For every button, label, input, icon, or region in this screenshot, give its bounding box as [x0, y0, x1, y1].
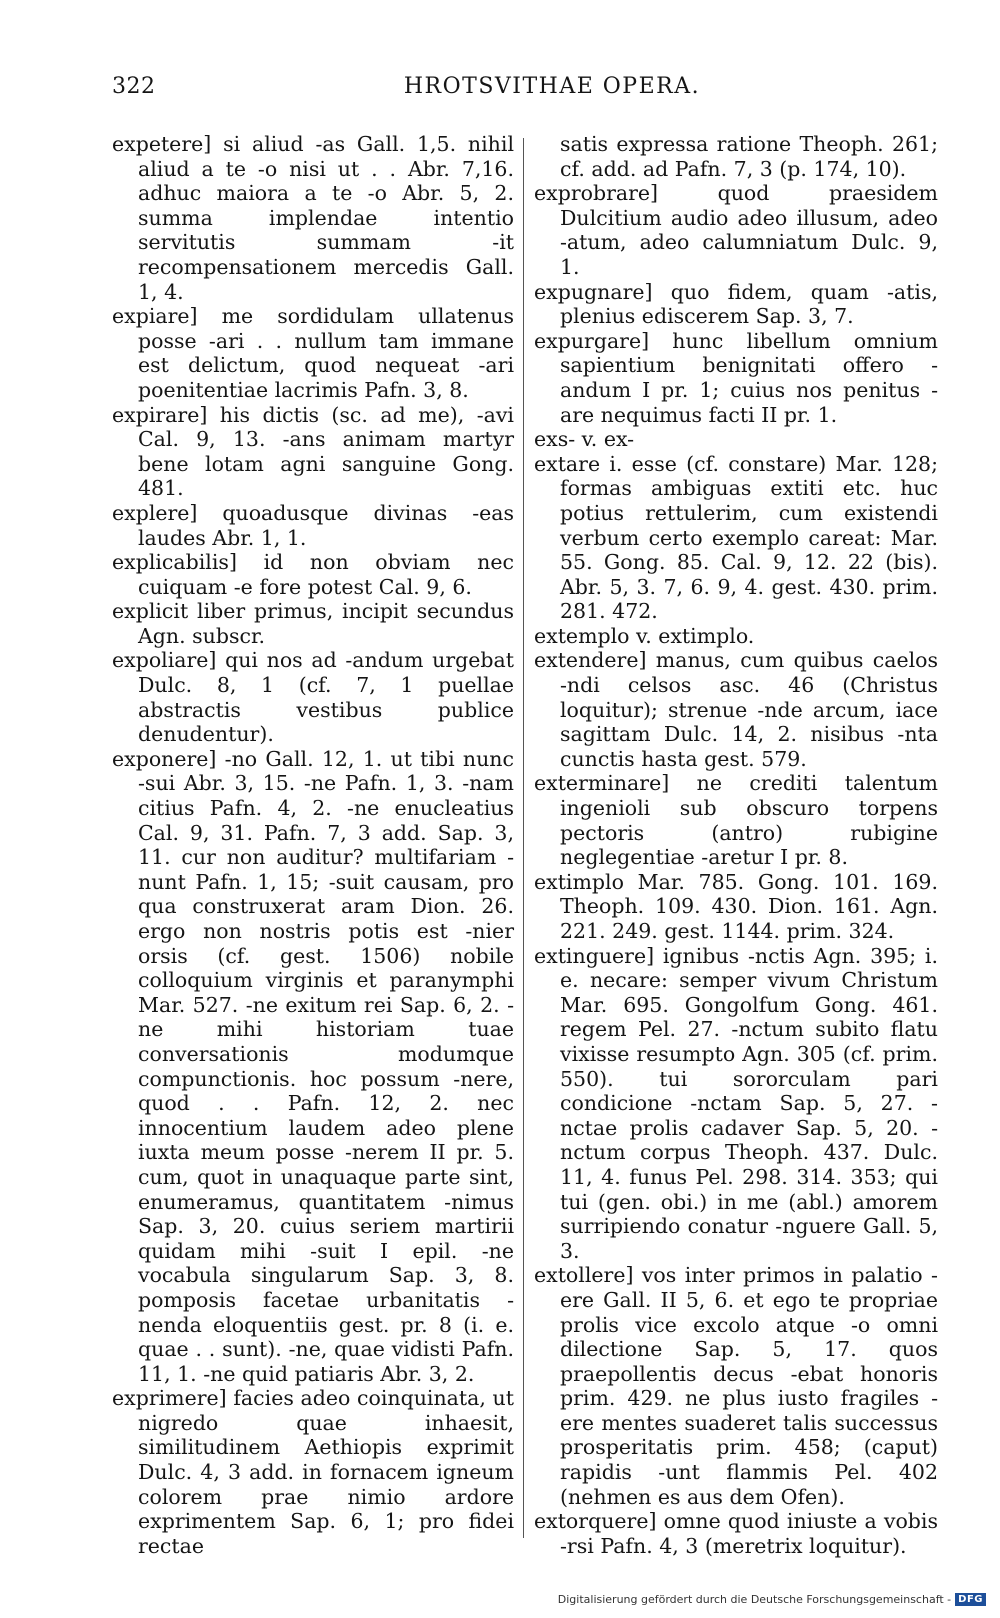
left-column — [112, 132, 514, 1558]
dictionary-entry: exs- v. ex- — [534, 427, 635, 452]
dictionary-entry-continued: satis expressa ratione Theoph. 261; cf. add. ad Pafn. 7, 3 (p. 174, 10). — [560, 132, 938, 181]
dictionary-entry: extendere] manus, cum quibus caelos -ndi celsos asc. 46 (Christus loquitur); strenue -nde arcum, iace sagittam Dulc. 14, 2. nisibus -nta cunctis hasta gest. 579. — [534, 648, 938, 771]
dictionary-entry: expiare] me sordidulam ullatenus posse -ari . . nullum tam immane est delictum, quod nequeat -ari poenitentiae lacrimis Pafn. 3, 8. — [112, 304, 514, 402]
dictionary-entry: expirare] his dictis (sc. ad me), -avi Cal. 9, 13. -ans animam martyr bene lotam agni sanguine Gong. 481. — [112, 402, 514, 501]
credit-text: Digitalisierung gefördert durch die Deutsche Forschungsgemeinschaft - — [557, 1592, 952, 1606]
dictionary-entry: extimplo Mar. 785. Gong. 101. 169. Theoph. 109. 430. Dion. 161. Agn. 221. 249. gest. 1144. prim. 324. — [534, 869, 938, 943]
digitization-credit — [558, 1590, 986, 1608]
dictionary-entry: exprimere] facies adeo coinquinata, ut nigredo quae inhaesit, similitudinem Aethiopis exprimit Dulc. 4, 3 add. in fornacem igneum colorem prae nimio ardore exprimentem Sap. 6, 1; pro fidei rectae — [112, 1386, 514, 1558]
page-number: 322 — [112, 74, 156, 99]
dictionary-entry: exponere] -no Gall. 12, 1. ut tibi nunc -sui Abr. 3, 15. -ne Pafn. 1, 3. -nam citius Pafn. 4, 2. -ne enucleatius Cal. 9, 31. Pafn. 7, 3 add. Sap. 3, 11. cur non auditur? multifariam -nunt Pafn. 1, 15; -suit causam, pro qua construxerat aram Dion. 26. ergo non nostris potis est -nier orsis (cf. gest. 1506) nobile colloquium virginis et paranymphi Mar. 527. -ne exitum rei Sap. 6, 2. -ne mihi historiam tuae conversationis modumque compunctionis. hoc possum -nere, quod . . Pafn. 12, 2. nec innocentium laudem adeo plene iuxta meum posse -nerem II pr. 5. cum, quot in unaquaque parte sint, enumeramus, quantitatem -nimus Sap. 3, 20. cuius seriem martirii quidam mihi -suit I epil. -ne vocabula singularum Sap. 3, 8. pomposis facetae urbanitatis -nenda eloquentiis gest. pr. 8 (i. e. quae . . sunt). -ne, quae vidisti Pafn. 11, 1. -ne quid patiaris Abr. 3, 2. — [112, 746, 514, 1386]
page-header — [112, 74, 942, 110]
dictionary-entry: extollere] vos inter primos in palatio -ere Gall. II 5, 6. et ego te propriae prolis vice excolo atque -o omni dilectione Sap. 5, 17. quos praepollentis decus -ebat honoris prim. 429. ne plus iusto fragiles -ere mentes suaderet talis successus prosperitatis prim. 458; (caput) rapidis -unt flammis Pel. 402 (nehmen es aus dem Ofen). — [534, 1263, 938, 1509]
dictionary-entry: expurgare] hunc libellum omnium sapientium benignitati offero -andum I pr. 1; cuius nos penitus -are nequimus facti II pr. 1. — [534, 328, 938, 427]
dictionary-entry: extinguere] ignibus -nctis Agn. 395; i. e. necare: semper vivum Christum Mar. 695. Gongolfum Gong. 461. regem Pel. 27. -nctum subito flatu vixisse resumpto Agn. 305 (cf. prim. 550). tui sororculam pari condicione -nctam Sap. 5, 27. -nctae prolis cadaver Sap. 5, 20. -nctum corpus Theoph. 437. Dulc. 11, 4. funus Pel. 298. 314. 353; qui tui (gen. obi.) in me (abl.) amorem surripiendo conatur -nguere Gall. 5, 3. — [534, 943, 938, 1263]
dictionary-entry: explicit liber primus, incipit secundus Agn. subscr. — [112, 599, 514, 648]
column-divider — [523, 138, 524, 1538]
dictionary-entry: extorquere] omne quod iniuste a vobis -rsi Pafn. 4, 3 (meretrix loquitur). — [534, 1509, 938, 1558]
dictionary-entry: extemplo v. extimplo. — [534, 623, 755, 648]
dictionary-entry: expetere] si aliud -as Gall. 1,5. nihil aliud a te -o nisi ut . . Abr. 7,16. adhuc maiora a te -o Abr. 5, 2. summa implendae intentio servitutis summam -it recompensationem mercedis Gall. 1, 4. — [112, 132, 514, 304]
dictionary-entry: expoliare] qui nos ad -andum urgebat Dulc. 8, 1 (cf. 7, 1 puellae abstractis vestibus publice denudentur). — [112, 648, 514, 747]
right-column — [534, 132, 938, 1558]
dictionary-entry: explicabilis] id non obviam nec cuiquam -e fore potest Cal. 9, 6. — [112, 550, 514, 599]
dictionary-entry: explere] quoadusque divinas -eas laudes Abr. 1, 1. — [112, 500, 514, 550]
dictionary-entry: exprobrare] quod praesidem Dulcitium audio adeo illusum, adeo -atum, adeo calumniatum Dulc. 9, 1. — [534, 181, 938, 279]
dfg-logo: DFG — [955, 1593, 986, 1606]
dictionary-entry: expugnare] quo fidem, quam -atis, plenius ediscerem Sap. 3, 7. — [534, 279, 938, 329]
dictionary-entry: exterminare] ne crediti talentum ingenioli sub obscuro torpens pectoris (antro) rubigine neglegentiae -aretur I pr. 8. — [534, 771, 938, 870]
running-title: HROTSVITHAE OPERA. — [403, 74, 701, 99]
dictionary-entry: extare i. esse (cf. constare) Mar. 128; formas ambiguas extiti etc. huc potius rettulerim, cum existendi verbum certo exemplo careat: Mar. 55. Gong. 85. Cal. 9, 12. 22 (bis). Abr. 5, 3. 7, 6. 9, 4. gest. 430. prim. 281. 472. — [534, 451, 938, 624]
